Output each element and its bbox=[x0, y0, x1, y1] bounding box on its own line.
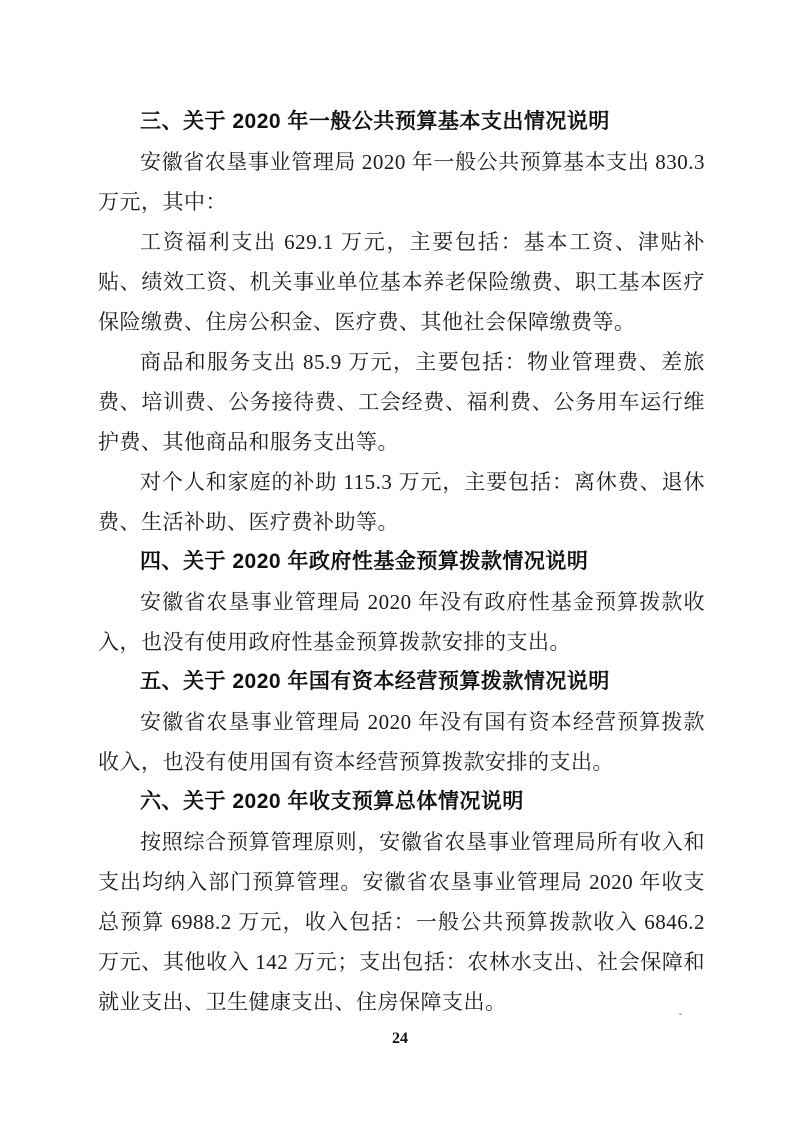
paragraph: 安徽省农垦事业管理局 2020 年没有国有资本经营预算拨款收入，也没有使用国有资本经营预算拨款安排的支出。 bbox=[98, 710, 705, 774]
section-heading: 六、关于 2020 年收支预算总体情况说明 bbox=[140, 790, 524, 813]
section-heading: 五、关于 2020 年国有资本经营预算拨款情况说明 bbox=[140, 670, 610, 693]
paragraph: 商品和服务支出 85.9 万元，主要包括：物业管理费、差旅费、培训费、公务接待费、工会经费、福利费、公务用车运行维护费、其他商品和服务支出等。 bbox=[98, 350, 705, 454]
paragraph: 安徽省农垦事业管理局 2020 年没有政府性基金预算拨款收入，也没有使用政府性基金预算拨款安排的支出。 bbox=[98, 590, 705, 654]
section-state-capital-budget bbox=[98, 662, 705, 782]
section-basic-expenditure bbox=[98, 102, 705, 542]
section-heading: 四、关于 2020 年政府性基金预算拨款情况说明 bbox=[140, 550, 589, 573]
paragraph: 安徽省农垦事业管理局 2020 年一般公共预算基本支出 830.3 万元，其中： bbox=[98, 150, 705, 214]
paragraph: 按照综合预算管理原则，安徽省农垦事业管理局所有收入和支出均纳入部门预算管理。安徽省农垦事业管理局 2020 年收支总预算 6988.2 万元，收入包括：一般公共预算拨款收入 6846.2 万元、其他收入 142 万元；支出包括：农林水支出、社会保障和就业支出、卫生健康支出、住房保障支出。 bbox=[98, 830, 705, 1014]
section-heading: 三、关于 2020 年一般公共预算基本支出情况说明 bbox=[140, 110, 610, 133]
section-government-fund-budget bbox=[98, 542, 705, 662]
section-overall-budget bbox=[98, 782, 705, 1022]
scan-artifact-dot bbox=[679, 1013, 682, 1015]
document-page bbox=[98, 102, 705, 1022]
page-number: 24 bbox=[392, 1030, 408, 1047]
paragraph: 对个人和家庭的补助 115.3 万元，主要包括：离休费、退休费、生活补助、医疗费补助等。 bbox=[98, 470, 705, 534]
paragraph: 工资福利支出 629.1 万元，主要包括：基本工资、津贴补贴、绩效工资、机关事业单位基本养老保险缴费、职工基本医疗保险缴费、住房公积金、医疗费、其他社会保障缴费等。 bbox=[98, 230, 705, 334]
